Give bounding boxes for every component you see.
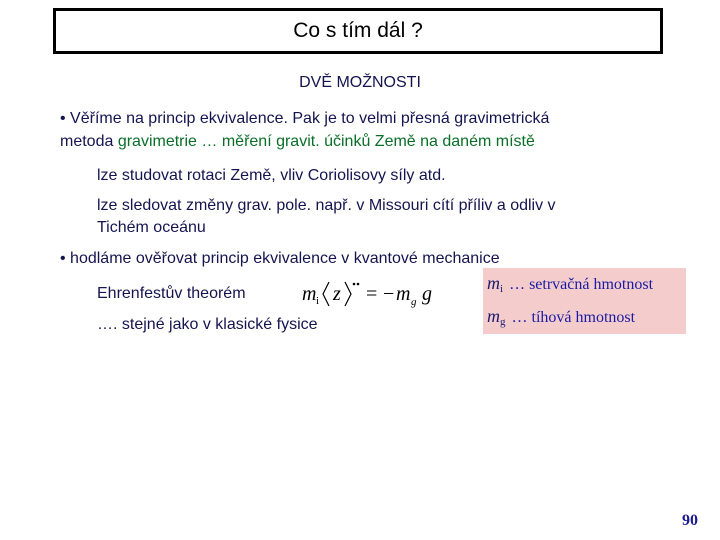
svg-text:g: g xyxy=(422,283,432,305)
gravitational-mass-row xyxy=(487,306,635,328)
svg-text:i: i xyxy=(316,295,320,307)
inertial-mass-symbol: $m_i$ xyxy=(487,273,504,295)
sub-point-1: lze studovat rotaci Země, vliv Coriolisovy síly atd. xyxy=(97,167,446,184)
slide-title: Co s tím dál ? xyxy=(293,19,423,42)
gravitational-mass-symbol: $m_g$ xyxy=(487,306,506,328)
bullet-1-line-2-dark: metoda xyxy=(60,133,118,150)
svg-text:m: m xyxy=(302,283,317,305)
sub-point-2-line-2: Tichém oceánu xyxy=(97,219,206,236)
bullet-2: • hodláme ověřovat princip ekvivalence v kvantové mechanice xyxy=(60,250,500,267)
gravitational-mass-desc: … tíhová hmotnost xyxy=(511,309,636,326)
svg-text:m: m xyxy=(396,283,411,305)
sub-point-2-line-1: lze sledovat změny grav. pole. např. v Missouri cítí příliv a odliv v xyxy=(97,197,556,214)
slide-subtitle: DVĚ MOŽNOSTI xyxy=(299,74,421,91)
svg-text:−: − xyxy=(383,283,395,305)
inertial-mass-row xyxy=(487,273,653,295)
bullet-1-line-2 xyxy=(60,131,535,153)
ehrenfest-formula xyxy=(300,278,450,310)
classical-physics-note: …. stejné jako v klasické fysice xyxy=(97,316,318,333)
svg-text:g: g xyxy=(411,296,417,308)
mass-definitions-box xyxy=(483,268,686,334)
svg-text:=: = xyxy=(366,283,378,305)
svg-text:z: z xyxy=(333,283,341,305)
slide-title-box xyxy=(53,8,663,54)
bullet-1-line-2-green: gravimetrie … měření gravit. účinků Země na daném místě xyxy=(117,133,535,150)
page-number: 90 xyxy=(682,512,698,529)
inertial-mass-desc: … setrvačná hmotnost xyxy=(509,276,654,293)
ehrenfest-label: Ehrenfestův theorém xyxy=(97,285,246,302)
bullet-1-line-1: • Věříme na princip ekvivalence. Pak je to velmi přesná gravimetrická xyxy=(60,110,550,127)
